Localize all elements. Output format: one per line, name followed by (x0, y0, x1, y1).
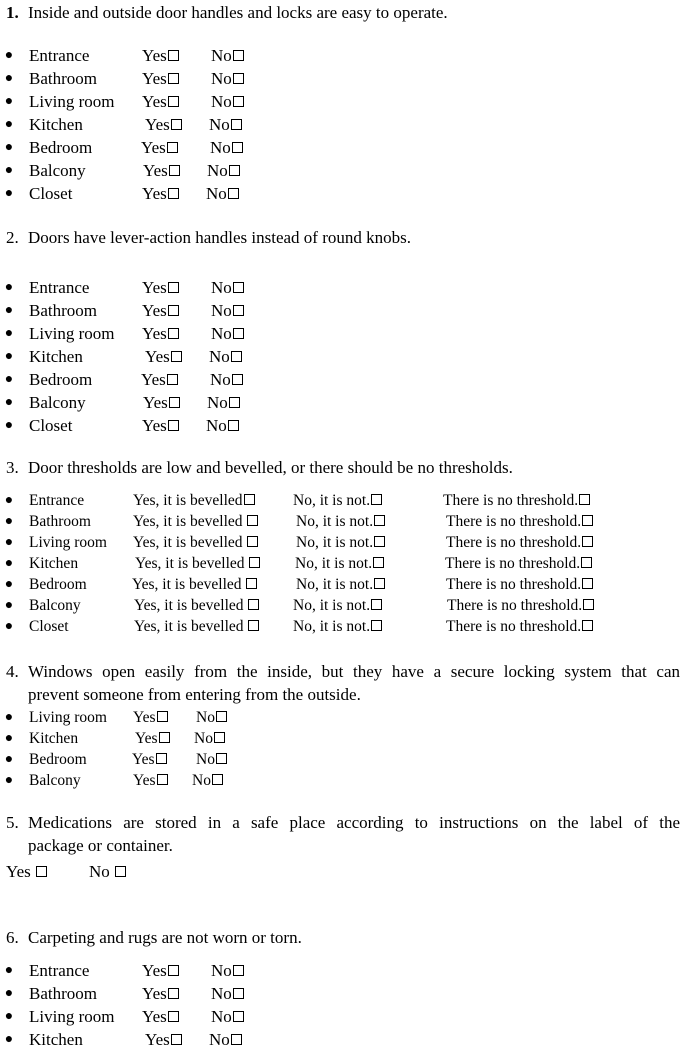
bullet-icon: ● (4, 303, 14, 318)
yes-checkbox[interactable] (171, 119, 182, 130)
no-label: No (209, 115, 230, 134)
not-bevelled-label: No, it is not. (293, 597, 371, 614)
yes-checkbox[interactable] (168, 988, 179, 999)
room-label: Living room (29, 92, 115, 111)
no-label: No (210, 370, 231, 389)
yes-label: Yes (6, 862, 31, 881)
not-bevelled-label: No, it is not. (293, 492, 371, 509)
no-checkbox[interactable] (228, 420, 239, 431)
no-checkbox[interactable] (233, 50, 244, 61)
question-number: 1. (6, 3, 19, 22)
no-threshold-checkbox[interactable] (582, 536, 593, 547)
no-checkbox[interactable] (229, 165, 240, 176)
bevelled-checkbox[interactable] (248, 599, 259, 610)
question-number: 2. (6, 228, 19, 247)
no-checkbox[interactable] (233, 1011, 244, 1022)
yes-label: Yes (142, 278, 167, 297)
question-text-line-2: prevent someone from entering from the outside. (28, 685, 361, 704)
bevelled-label: Yes, it is bevelled (133, 513, 243, 530)
question-5-answer (6, 860, 126, 883)
yes-checkbox[interactable] (167, 374, 178, 385)
yes-label: Yes (142, 1007, 167, 1026)
yes-label: Yes (142, 69, 167, 88)
no-checkbox[interactable] (233, 305, 244, 316)
no-checkbox[interactable] (232, 142, 243, 153)
bullet-icon: ● (4, 710, 14, 725)
no-label: No (192, 772, 211, 789)
room-label: Bedroom (29, 138, 93, 157)
no-threshold-label: There is no threshold. (446, 513, 582, 530)
not-bevelled-checkbox[interactable] (371, 599, 382, 610)
no-checkbox[interactable] (216, 753, 227, 764)
no-checkbox[interactable] (228, 188, 239, 199)
question-number: 6. (6, 928, 19, 947)
yes-label: Yes (142, 416, 167, 435)
room-label: Entrance (29, 961, 90, 980)
room-label: Bedroom (29, 751, 87, 768)
yes-checkbox[interactable] (36, 866, 47, 877)
room-label: Entrance (29, 278, 90, 297)
yes-checkbox[interactable] (168, 1011, 179, 1022)
question-text: Carpeting and rugs are not worn or torn. (28, 928, 302, 947)
room-label: Living room (29, 709, 107, 726)
not-bevelled-checkbox[interactable] (374, 515, 385, 526)
bevelled-checkbox[interactable] (247, 515, 258, 526)
room-label: Closet (29, 618, 69, 635)
yes-label: Yes (133, 772, 156, 789)
yes-label: Yes (145, 115, 170, 134)
yes-label: Yes (135, 730, 158, 747)
question-text: Door thresholds are low and bevelled, or there should be no thresholds. (28, 458, 513, 477)
bullet-icon: ● (4, 598, 14, 613)
no-label: No (196, 751, 215, 768)
yes-label: Yes (145, 347, 170, 366)
no-checkbox[interactable] (214, 732, 225, 743)
room-label: Balcony (29, 597, 81, 614)
no-checkbox[interactable] (231, 1034, 242, 1045)
not-bevelled-checkbox[interactable] (374, 578, 385, 589)
yes-label: Yes (142, 324, 167, 343)
bullet-icon: ● (4, 395, 14, 410)
yes-checkbox[interactable] (159, 732, 170, 743)
no-label: No (89, 862, 110, 881)
not-bevelled-label: No, it is not. (296, 513, 374, 530)
no-label: No (211, 92, 232, 111)
bullet-icon: ● (4, 280, 14, 295)
yes-checkbox[interactable] (171, 1034, 182, 1045)
question-2 (6, 226, 411, 249)
not-bevelled-checkbox[interactable] (371, 620, 382, 631)
yes-label: Yes (141, 138, 166, 157)
not-bevelled-label: No, it is not. (295, 555, 373, 572)
room-label: Kitchen (29, 730, 79, 747)
question-text-line-1: Windows open easily from the inside, but they have a secure locking system that can (28, 662, 680, 681)
room-label: Bathroom (29, 69, 97, 88)
yes-label: Yes (145, 1030, 170, 1049)
bullet-icon: ● (4, 71, 14, 86)
no-checkbox[interactable] (233, 965, 244, 976)
no-checkbox[interactable] (232, 374, 243, 385)
no-checkbox[interactable] (212, 774, 223, 785)
bevelled-label: Yes, it is bevelled (135, 555, 245, 572)
no-threshold-label: There is no threshold. (446, 576, 582, 593)
bullet-icon: ● (4, 986, 14, 1001)
no-checkbox[interactable] (233, 96, 244, 107)
bullet-icon: ● (4, 731, 14, 746)
question-1 (6, 1, 448, 24)
no-checkbox[interactable] (231, 119, 242, 130)
yes-checkbox[interactable] (168, 965, 179, 976)
yes-label: Yes (141, 370, 166, 389)
yes-label: Yes (142, 46, 167, 65)
room-label: Balcony (29, 772, 81, 789)
no-threshold-checkbox[interactable] (579, 494, 590, 505)
room-label: Kitchen (29, 347, 83, 366)
no-label: No (194, 730, 213, 747)
bevelled-label: Yes, it is bevelled (132, 576, 242, 593)
no-label: No (207, 393, 228, 412)
yes-checkbox[interactable] (169, 165, 180, 176)
room-label: Kitchen (29, 115, 83, 134)
no-label: No (211, 46, 232, 65)
room-label: Living room (29, 534, 107, 551)
not-bevelled-label: No, it is not. (293, 618, 371, 635)
not-bevelled-label: No, it is not. (296, 576, 374, 593)
no-threshold-label: There is no threshold. (447, 597, 583, 614)
no-threshold-label: There is no threshold. (445, 555, 581, 572)
no-threshold-checkbox[interactable] (583, 599, 594, 610)
room-label: Entrance (29, 46, 90, 65)
yes-checkbox[interactable] (156, 753, 167, 764)
no-label: No (209, 1030, 230, 1049)
room-label: Bathroom (29, 301, 97, 320)
yes-label: Yes (142, 92, 167, 111)
yes-checkbox[interactable] (169, 397, 180, 408)
no-checkbox[interactable] (233, 988, 244, 999)
no-threshold-checkbox[interactable] (582, 515, 593, 526)
no-threshold-label: There is no threshold. (446, 618, 582, 635)
bullet-icon: ● (4, 493, 14, 508)
bullet-icon: ● (4, 535, 14, 550)
question-text: Doors have lever-action handles instead of round knobs. (28, 228, 411, 247)
yes-label: Yes (132, 751, 155, 768)
yes-label: Yes (142, 301, 167, 320)
no-label: No (196, 709, 215, 726)
no-label: No (209, 347, 230, 366)
no-label: No (206, 416, 227, 435)
no-checkbox[interactable] (216, 711, 227, 722)
yes-label: Yes (133, 709, 156, 726)
no-label: No (211, 984, 232, 1003)
bullet-icon: ● (4, 773, 14, 788)
bullet-icon: ● (4, 372, 14, 387)
question-6 (6, 926, 302, 949)
yes-label: Yes (143, 393, 168, 412)
bevelled-checkbox[interactable] (244, 494, 255, 505)
yes-label: Yes (142, 984, 167, 1003)
bevelled-label: Yes, it is bevelled (133, 534, 243, 551)
yes-checkbox[interactable] (168, 96, 179, 107)
no-label: No (211, 278, 232, 297)
no-label: No (211, 69, 232, 88)
no-label: No (207, 161, 228, 180)
no-label: No (210, 138, 231, 157)
question-text-line-2: package or container. (28, 836, 173, 855)
yes-checkbox[interactable] (168, 328, 179, 339)
bullet-icon: ● (4, 1032, 14, 1047)
no-label: No (211, 1007, 232, 1026)
bullet-icon: ● (4, 619, 14, 634)
bullet-icon: ● (4, 48, 14, 63)
no-label: No (211, 961, 232, 980)
no-threshold-checkbox[interactable] (581, 557, 592, 568)
no-checkbox[interactable] (233, 73, 244, 84)
yes-checkbox[interactable] (168, 188, 179, 199)
room-label: Living room (29, 1007, 115, 1026)
bullet-icon: ● (4, 963, 14, 978)
room-label: Bathroom (29, 984, 97, 1003)
no-label: No (206, 184, 227, 203)
yes-label: Yes (143, 161, 168, 180)
question-text-line-1: Medications are stored in a safe place according to instructions on the label of the (28, 813, 680, 832)
bevelled-checkbox[interactable] (249, 557, 260, 568)
no-threshold-checkbox[interactable] (582, 620, 593, 631)
room-label: Balcony (29, 161, 86, 180)
bullet-icon: ● (4, 418, 14, 433)
question-number: 5. (6, 813, 19, 832)
question-4 (6, 660, 680, 706)
yes-checkbox[interactable] (157, 711, 168, 722)
bullet-icon: ● (4, 556, 14, 571)
yes-checkbox[interactable] (168, 282, 179, 293)
bevelled-label: Yes, it is bevelled (133, 492, 243, 509)
no-label: No (211, 324, 232, 343)
no-checkbox[interactable] (115, 866, 126, 877)
room-label: Closet (29, 184, 73, 203)
yes-label: Yes (142, 961, 167, 980)
bullet-icon: ● (4, 140, 14, 155)
yes-label: Yes (142, 184, 167, 203)
yes-checkbox[interactable] (168, 73, 179, 84)
bevelled-label: Yes, it is bevelled (134, 597, 244, 614)
bullet-icon: ● (4, 752, 14, 767)
bullet-icon: ● (4, 514, 14, 529)
no-label: No (211, 301, 232, 320)
bevelled-checkbox[interactable] (247, 536, 258, 547)
room-label: Kitchen (29, 555, 79, 572)
yes-checkbox[interactable] (157, 774, 168, 785)
no-threshold-checkbox[interactable] (582, 578, 593, 589)
not-bevelled-label: No, it is not. (296, 534, 374, 551)
bullet-icon: ● (4, 186, 14, 201)
bullet-icon: ● (4, 94, 14, 109)
bullet-icon: ● (4, 326, 14, 341)
no-checkbox[interactable] (229, 397, 240, 408)
room-label: Living room (29, 324, 115, 343)
yes-checkbox[interactable] (168, 305, 179, 316)
room-label: Entrance (29, 492, 85, 509)
room-label: Bedroom (29, 576, 87, 593)
question-5 (6, 811, 680, 857)
room-label: Bathroom (29, 513, 91, 530)
yes-checkbox[interactable] (167, 142, 178, 153)
bullet-icon: ● (4, 577, 14, 592)
yes-checkbox[interactable] (168, 50, 179, 61)
bullet-icon: ● (4, 117, 14, 132)
no-checkbox[interactable] (233, 282, 244, 293)
bullet-icon: ● (4, 349, 14, 364)
bevelled-label: Yes, it is bevelled (134, 618, 244, 635)
bullet-icon: ● (4, 163, 14, 178)
question-number: 4. (6, 662, 19, 681)
not-bevelled-checkbox[interactable] (373, 557, 384, 568)
not-bevelled-checkbox[interactable] (374, 536, 385, 547)
bullet-icon: ● (4, 1009, 14, 1024)
room-label: Balcony (29, 393, 86, 412)
no-checkbox[interactable] (231, 351, 242, 362)
question-3 (6, 456, 513, 479)
question-number: 3. (6, 458, 19, 477)
bevelled-checkbox[interactable] (248, 620, 259, 631)
room-label: Kitchen (29, 1030, 83, 1049)
no-threshold-label: There is no threshold. (446, 534, 582, 551)
not-bevelled-checkbox[interactable] (371, 494, 382, 505)
no-checkbox[interactable] (233, 328, 244, 339)
yes-checkbox[interactable] (168, 420, 179, 431)
no-threshold-label: There is no threshold. (443, 492, 579, 509)
room-label: Bedroom (29, 370, 93, 389)
room-label: Closet (29, 416, 73, 435)
bevelled-checkbox[interactable] (246, 578, 257, 589)
question-text: Inside and outside door handles and locks are easy to operate. (28, 3, 448, 22)
yes-checkbox[interactable] (171, 351, 182, 362)
